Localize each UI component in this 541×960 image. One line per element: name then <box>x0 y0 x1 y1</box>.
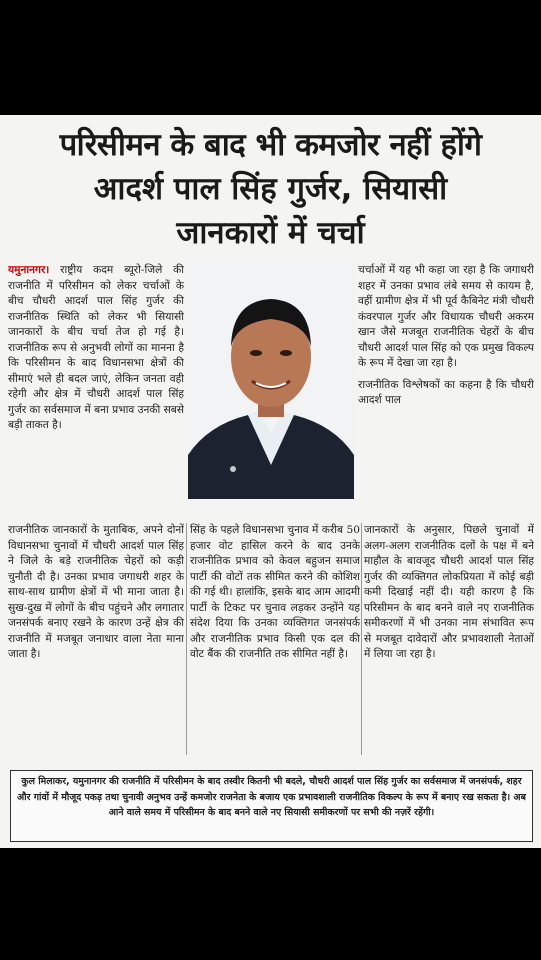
column-divider <box>186 523 187 755</box>
column-divider <box>361 523 362 755</box>
portrait-photo <box>188 265 354 499</box>
dateline: यमुनानगर। <box>8 264 50 276</box>
summary-text: कुल मिलाकर, यमुनानगर की राजनीति में परिसीमन के बाद तस्वीर कितनी भी बदले, चौधरी आदर्श पाल सिंह गुर्जर का सर्वसमाज में जनसंपर्क, शहर और गांवों में मौजूद पकड़ तथा चुनावी अनुभव उन्हें कमजोर राजनेता के बजाय एक प्रभावशाली राजनीतिक विकल्प के रूप में बनाए रख सकता है। अब आने वाले समय में परिसीमन के बाद बनने वाले नए सियासी समीकरणों पर सभी की नज़रें रहेंगी। <box>17 776 526 818</box>
article-bottom-column-1: राजनीतिक जानकारों के मुताबिक, अपने दोनों विधानसभा चुनावों में चौधरी आदर्श पाल सिंह ने जिले के बड़े राजनीतिक चेहरों को कड़ी चुनौती दी है। उनका प्रभाव जगाधरी शहर के साथ-साथ ग्रामीण क्षेत्रों में भी माना जाता है। सुख-दुख में लोगों के बीच पहुंचने और लगातार जनसंपर्क बनाए रखने के कारण उन्हें क्षेत्र की राजनीति में मजबूत जनाधार वाला नेता माना जाता है। <box>8 524 184 660</box>
newspaper-clipping <box>0 115 541 848</box>
summary-box <box>10 770 533 842</box>
portrait-illustration <box>188 265 354 499</box>
right-column-paragraph-2: राजनीतिक विश्लेषकों का कहना है कि चौधरी आदर्श पाल <box>358 378 534 406</box>
article-bottom-column-3: जानकारों के अनुसार, पिछले चुनावों में अलग-अलग राजनीतिक दलों के पक्ष में बने माहौल के बावजूद चौधरी आदर्श पाल सिंह गुर्जर की व्यक्तिगत लोकप्रियता में कोई बड़ी कमी दिखाई नहीं दी। यही कारण है कि परिसीमन के बाद बनने वाले नए राजनीतिक समीकरणों में भी उनका नाम संभावित रूप से मजबूत दावेदारों और प्रभावशाली नेताओं में लिया जा रहा है। <box>364 524 534 660</box>
right-column-paragraph-1: चर्चाओं में यह भी कहा जा रहा है कि जगाधरी शहर में उनका प्रभाव लंबे समय से कायम है, वहीं ग्रामीण क्षेत्र में भी पूर्व कैबिनेट मंत्री चौधरी कंवरपाल गुर्जर और विधायक चौधरी अकरम खान जैसे मजबूत राजनीतिक चेहरों के बीच चौधरी आदर्श पाल सिंह को एक प्रमुख विकल्प के रूप में देखा जा रहा है। <box>358 264 534 369</box>
headline-line-1: परिसीमन के बाद भी कमजोर नहीं होंगे <box>59 127 482 163</box>
article-right-column <box>358 263 534 513</box>
headline-line-2: आदर्श पाल सिंह गुर्जर, सियासी <box>93 171 448 207</box>
article-left-column <box>8 263 184 531</box>
left-column-text: राष्ट्रीय कदम ब्यूरो-जिले की राजनीति में परिसीमन को लेकर चर्चाओं के बीच चौधरी आदर्श पाल सिंह गुर्जर की राजनीतिक स्थिति को लेकर भी सियासी जानकारों के बीच चर्चा तेज हो गई है। राजनीतिक रूप से अनुभवी लोगों का मानना है कि परिसीमन के बाद विधानसभा क्षेत्रों की सीमाएं भले ही बदल जाएं, लेकिन जनता वही रहेगी और क्षेत्र में चौधरी आदर्श पाल सिंह गुर्जर का सर्वसमाज में बना प्रभाव उनकी सबसे बड़ी ताकत है। <box>8 264 184 431</box>
headline-line-3: जानकारों में चर्चा <box>176 215 365 251</box>
article-bottom-column-2: सिंह के पहले विधानसभा चुनाव में करीब 50 हजार वोट हासिल करने के बाद उनके राजनीतिक प्रभाव को केवल बहुजन समाज पार्टी की वोटों तक सीमित करने की कोशिश की गई थी। हालांकि, इसके बाद आम आदमी पार्टी के टिकट पर चुनाव लड़कर उन्होंने यह संदेश दिया कि उनका व्यक्तिगत जनसंपर्क और राजनीतिक प्रभाव किसी एक दल की वोट बैंक की राजनीति तक सीमित नहीं है। <box>190 524 360 660</box>
